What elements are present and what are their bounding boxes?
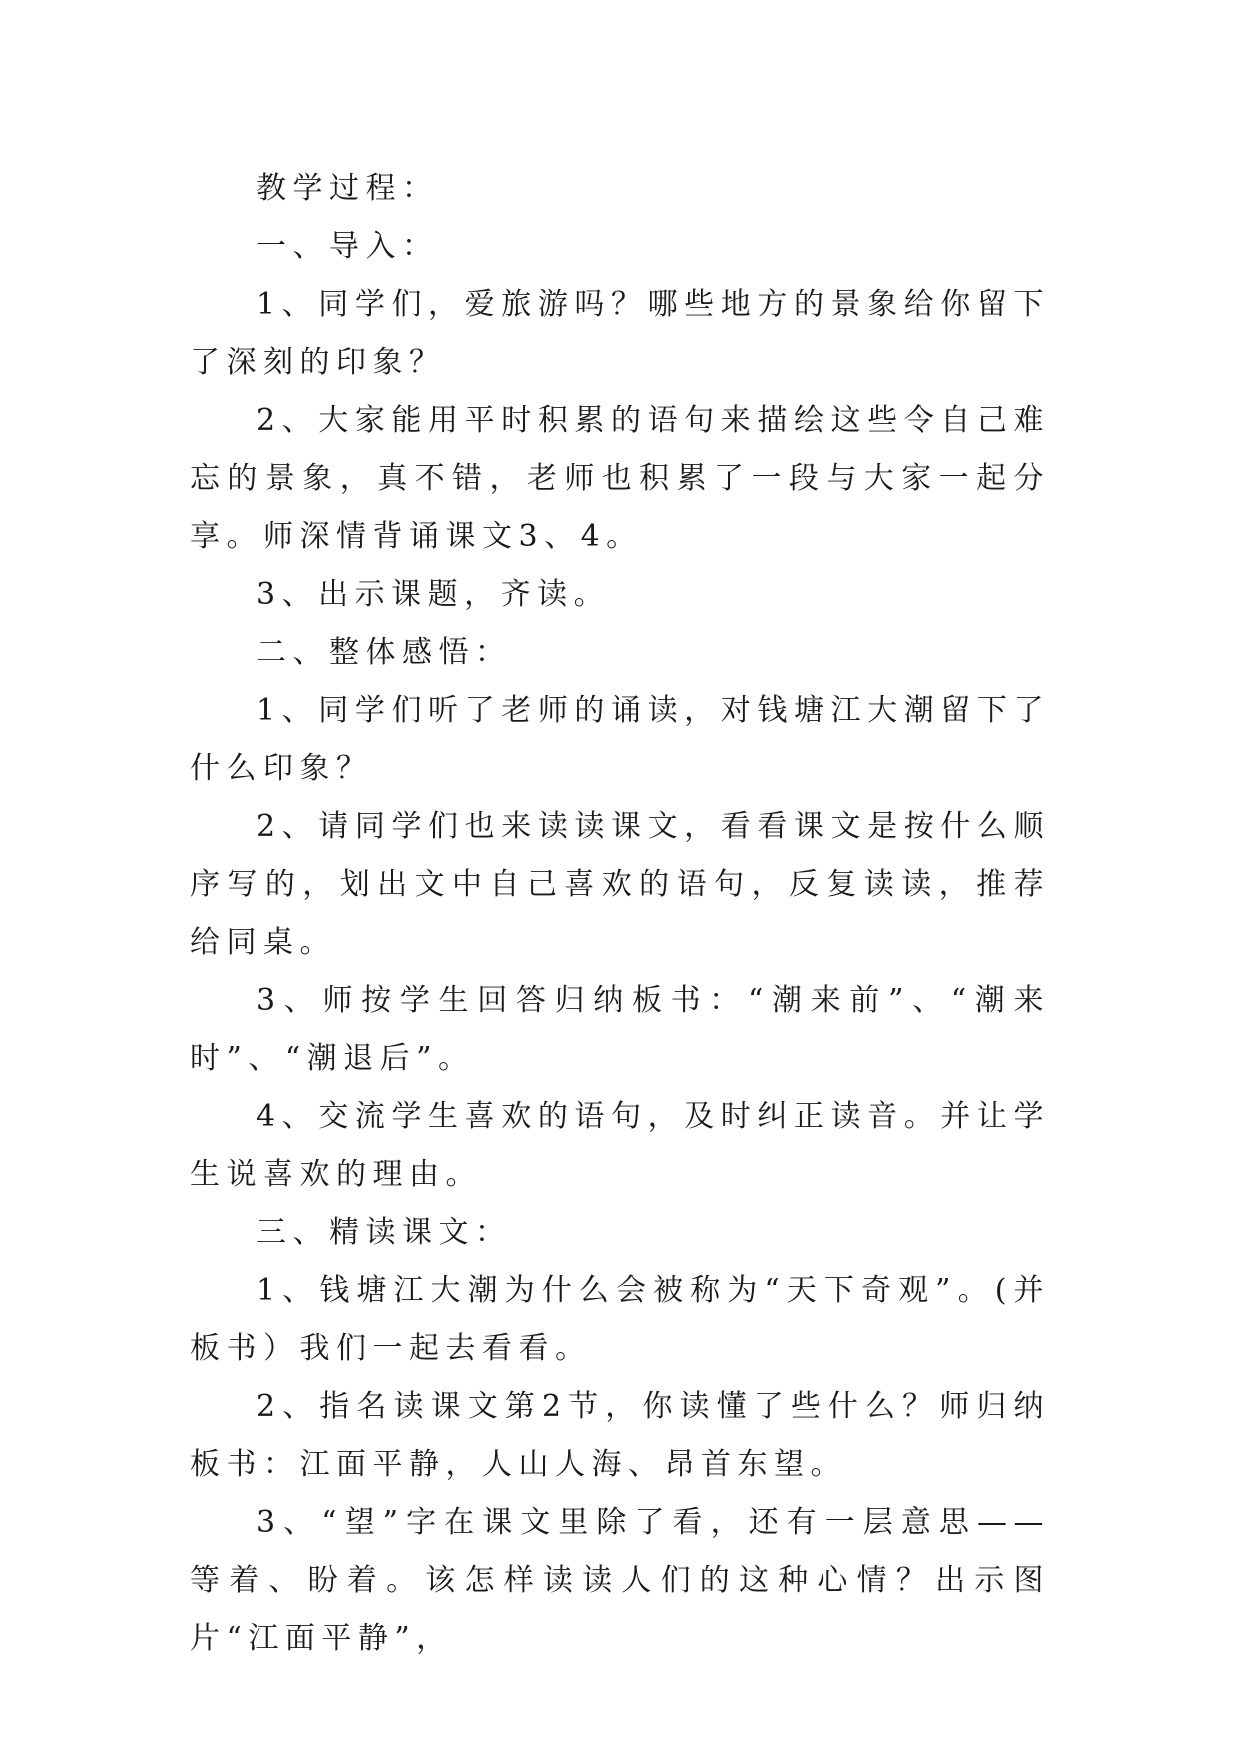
paragraph: 2、指名读课文第2节，你读懂了些什么？师归纳板书：江面平静，人山人海、昂首东望。 bbox=[190, 1389, 1050, 1482]
paragraph: 1、同学们，爱旅游吗？哪些地方的景象给你留下了深刻的印象？ bbox=[190, 287, 1050, 380]
section-heading-teaching-process: 教学过程： bbox=[256, 171, 439, 206]
document-page bbox=[190, 160, 1050, 1668]
section-heading-close-reading: 三、精读课文： bbox=[256, 1215, 512, 1250]
paragraph: 1、同学们听了老师的诵读，对钱塘江大潮留下了什么印象？ bbox=[190, 693, 1050, 786]
paragraph: 2、请同学们也来读读课文，看看课文是按什么顺序写的，划出文中自己喜欢的语句，反复读读，推荐给同桌。 bbox=[190, 809, 1050, 960]
section-heading-introduction: 一、导入： bbox=[256, 229, 439, 264]
section-heading-overall-perception: 二、整体感悟： bbox=[256, 635, 512, 670]
paragraph: 1、钱塘江大潮为什么会被称为“天下奇观”。(并板书）我们一起去看看。 bbox=[190, 1273, 1050, 1366]
paragraph: 3、师按学生回答归纳板书：“潮来前”、“潮来时”、“潮退后”。 bbox=[190, 983, 1050, 1076]
paragraph: 3、出示课题，齐读。 bbox=[256, 577, 611, 612]
paragraph: 2、大家能用平时积累的语句来描绘这些令自己难忘的景象，真不错，老师也积累了一段与大家一起分享。师深情背诵课文3、4。 bbox=[190, 403, 1050, 554]
paragraph: 4、交流学生喜欢的语句，及时纠正读音。并让学生说喜欢的理由。 bbox=[190, 1099, 1050, 1192]
paragraph: 3、“望”字在课文里除了看，还有一层意思——等着、盼着。该怎样读读人们的这种心情？出示图片“江面平静”， bbox=[190, 1505, 1050, 1656]
